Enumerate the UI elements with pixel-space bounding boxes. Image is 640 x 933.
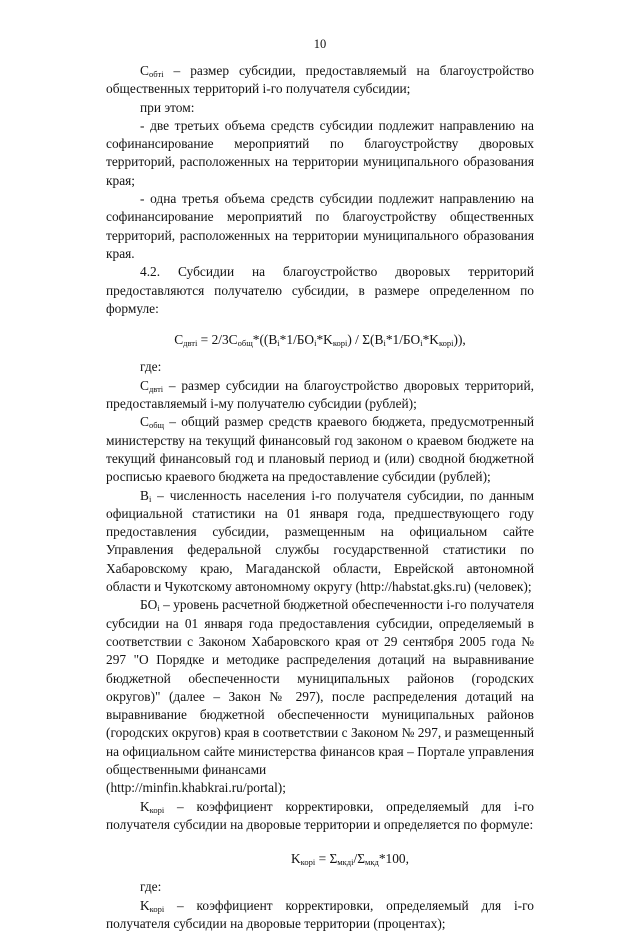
paragraph-k-kori-percent: $K_{корi}$ – коэффициент корректировки, определяемый для i-го получателя субсидии на дворовые территории (процентах);: [106, 897, 534, 932]
paragraph-c-dvti-def: $C_{двтi}$ – размер субсидии на благоустройство дворовых территорий, предоставляемый i-му получателю субсидии (рублей);: [106, 377, 534, 412]
paragraph-gde-1: где:: [140, 359, 162, 375]
paragraph-k-kori-def: $K_{корi}$ – коэффициент корректировки, определяемый для i-го получателя субсидии на дворовые территории и определяется по формуле:: [106, 798, 534, 832]
paragraph-two-thirds: - две третьих объема средств субсидии подлежит направлению на софинансирование мероприятий по благоустройству дворовых территорий, расположенных на территории муниципального образования края;: [106, 117, 534, 188]
paragraph-bo-i-def: $БО_i$ – уровень расчетной бюджетной обеспеченности i-го получателя субсидии на 01 января года предоставления субсидии, определяемый в соответствии с Законом Хабаровского края от 29 сентября 2005 года № 297 "О Порядке и методике распределения дотаций на выравнивание бюджетной обеспеченности муниципальных районов (городских округов)" (далее – Закон № 297), после распределения дотаций на выравнивание бюджетной обеспеченности муниципальных районов (городских округов) края в соответствии с Законом № 297, и размещенный на официальном сайте министерства финансов края – Порталe управления общественными финансами: [106, 597, 534, 777]
paragraph-c-obsch-def: $C_{общ}$ – общий размер средств краевого бюджета, предусмотренный министерству на текущий финансовый год законом о краевом бюджете на текущий финансовый год и плановый период и (или) сводной бюджетной росписью краевого бюджета на предоставление субсидии (рублей);: [106, 414, 534, 485]
paragraph-portal-link: (http://minfin.khabkrai.ru/portal);: [106, 780, 286, 796]
paragraph-c-obti: $C_{обтi}$ – размер субсидии, предоставляемый на благоустройство общественных территорий i-го получателя субсидии;: [106, 63, 534, 97]
paragraph-4-2: 4.2. Субсидии на благоустройство дворовых территорий предоставляются получателю субсидии, в размере определенном по формуле:: [106, 264, 534, 316]
formula-k-kori: $K_{корi} = \Sigma_{мкдi}/\Sigma_{мкд}*100$,: [291, 851, 409, 868]
page-number: 10: [313, 37, 327, 51]
paragraph-gde-2: где:: [140, 879, 162, 895]
document-body: [106, 62, 534, 933]
paragraph-pri-etom: при этом:: [140, 99, 195, 115]
paragraph-one-third: - одна третья объема средств субсидии подлежит направлению на софинансирование мероприятий по благоустройству общественных территорий, расположенных на территории муниципального образования края.: [106, 191, 534, 261]
formula-c-dvti: $C_{двтi} = 2/3C_{общ}*((B_i*1/БО_i*K_{корi}) / \Sigma(B_i*1/БО_i*K_{корi}))$,: [174, 332, 466, 349]
paragraph-b-i-def: $B_i$ – численность населения i-го получателя субсидии, по данным официальной статистики на 01 января года, предшествующего году предоставления субсидии, размещенным на официальном сайте Управления федеральной службы государственной статистики по Хабаровскому краю, Магаданской области, Еврейской автономной области и Чукотскому автономному округу (http://habstat.gks.ru) (человек);: [106, 487, 534, 595]
